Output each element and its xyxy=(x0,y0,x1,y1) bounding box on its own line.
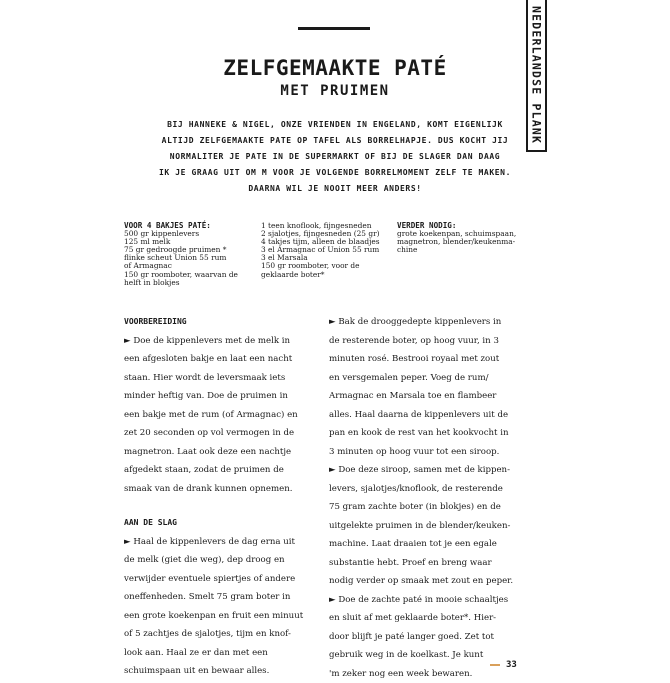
method-line: verwijder eventuele spiertjes of andere xyxy=(124,570,319,589)
ingredient-line: helft in blokjes xyxy=(124,279,238,287)
method-line: gebruik weg in de koelkast. Je kunt xyxy=(329,646,524,665)
method-line: alles. Haal daarna de kippenlevers uit de xyxy=(329,406,524,425)
method-line: staan. Hier wordt de leversmaak iets xyxy=(124,369,319,388)
method-line: ► Doe de zachte paté in mooie schaaltjes xyxy=(329,591,524,610)
page-mark xyxy=(490,664,500,666)
ingredient-line: 150 gr roomboter, waarvan de xyxy=(124,271,238,279)
method-line: schuimspaan uit en bewaar alles. xyxy=(124,662,319,681)
ingredient-line: geklaarde boter* xyxy=(261,271,380,279)
method-line: ► Bak de drooggedepte kippenlevers in xyxy=(329,313,524,332)
method-line: levers, sjalotjes/knoflook, de resterende xyxy=(329,480,524,499)
top-rule xyxy=(298,27,370,30)
section-tab-label: NEDERLANDSE PLANK xyxy=(530,6,544,144)
ingredient-line: of Armagnac xyxy=(124,262,238,270)
method-line: afgedekt staan, zodat de pruimen de xyxy=(124,461,319,480)
method-line: een afgesloten bakje en laat een nacht xyxy=(124,350,319,369)
method-line: Armagnac en Marsala toe en flambeer xyxy=(329,387,524,406)
method-line: 3 minuten op hoog vuur tot een siroop. xyxy=(329,443,524,462)
method-line: pan en kook de rest van het kookvocht in xyxy=(329,424,524,443)
ingredient-line: flinke scheut Union 55 rum xyxy=(124,254,238,262)
equipment-column xyxy=(397,222,516,254)
intro-line: NORMALITER JE PATE IN DE SUPERMARKT OF BIJ DE SLAGER DAN DAAG xyxy=(125,149,545,165)
ingredients-heading: VOOR 4 BAKJES PATÉ: xyxy=(124,222,238,230)
method-line: look aan. Haal ze er dan met een xyxy=(124,644,319,663)
ingredient-line: 75 gr gedroogde pruimen * xyxy=(124,246,238,254)
ingredient-line: 3 el Marsala xyxy=(261,254,380,262)
method-line: door blijft je paté langer goed. Zet tot xyxy=(329,628,524,647)
method-line: ► Doe de kippenlevers met de melk in xyxy=(124,332,319,351)
method-line: uitgelekte pruimen in de blender/keuken- xyxy=(329,517,524,536)
ingredient-line: 1 teen knoflook, fijngesneden xyxy=(261,222,380,230)
method-line: 'm zeker nog een week bewaren. xyxy=(329,665,524,683)
method-line: zet 20 seconden op vol vermogen in de xyxy=(124,424,319,443)
recipe-title: ZELFGEMAAKTE PATÉ xyxy=(150,56,520,80)
page-number: 33 xyxy=(506,660,517,670)
method-line: substantie hebt. Proef en breng waar xyxy=(329,554,524,573)
ingredients-column-1 xyxy=(124,222,238,287)
intro-text xyxy=(125,117,545,197)
equipment-line: magnetron, blender/keukenma- xyxy=(397,238,516,246)
method-line: smaak van de drank kunnen opnemen. xyxy=(124,480,319,499)
method-line: een bakje met de rum (of Armagnac) en xyxy=(124,406,319,425)
intro-line: ALTIJD ZELFGEMAAKTE PATE OP TAFEL ALS BORRELHAPJE. DUS KOCHT JIJ xyxy=(125,133,545,149)
ingredients-column-2 xyxy=(261,222,380,279)
method-line: en sluit af met geklaarde boter*. Hier- xyxy=(329,609,524,628)
method-line: een grote koekenpan en fruit een minuut xyxy=(124,607,319,626)
method-line: 75 gram zachte boter (in blokjes) en de xyxy=(329,498,524,517)
equipment-line: chine xyxy=(397,246,516,254)
ingredient-line: 2 sjalotjes, fijngesneden (25 gr) xyxy=(261,230,380,238)
recipe-subtitle: MET PRUIMEN xyxy=(150,83,520,99)
method-line: magnetron. Laat ook deze een nachtje xyxy=(124,443,319,462)
equipment-heading: VERDER NODIG: xyxy=(397,222,516,230)
equipment-line: grote koekenpan, schuimspaan, xyxy=(397,230,516,238)
method-line: de melk (giet die weg), dep droog en xyxy=(124,551,319,570)
cooking-heading: AAN DE SLAG xyxy=(124,514,319,533)
intro-line: BIJ HANNEKE & NIGEL, ONZE VRIENDEN IN ENGELAND, KOMT EIGENLIJK xyxy=(125,117,545,133)
method-line: nodig verder op smaak met zout en peper. xyxy=(329,572,524,591)
ingredient-line: 500 gr kippenlevers xyxy=(124,230,238,238)
intro-line: IK JE GRAAG UIT OM M VOOR JE VOLGENDE BORRELMOMENT ZELF TE MAKEN. xyxy=(125,165,545,181)
method-line: machine. Laat draaien tot je een egale xyxy=(329,535,524,554)
method-line: of 5 zachtjes de sjalotjes, tijm en knof- xyxy=(124,625,319,644)
ingredient-line: 3 el Armagnac of Union 55 rum xyxy=(261,246,380,254)
method-column-left xyxy=(124,313,319,681)
intro-line: DAARNA WIL JE NOOIT MEER ANDERS! xyxy=(125,181,545,197)
method-line: minder heftig van. Doe de pruimen in xyxy=(124,387,319,406)
ingredient-line: 150 gr roomboter, voor de xyxy=(261,262,380,270)
method-line: minuten rosé. Bestrooi royaal met zout xyxy=(329,350,524,369)
method-column-right xyxy=(329,313,524,683)
ingredient-line: 4 takjes tijm, alleen de blaadjes xyxy=(261,238,380,246)
method-line: de resterende boter, op hoog vuur, in 3 xyxy=(329,332,524,351)
method-line: en versgemalen peper. Voeg de rum/ xyxy=(329,369,524,388)
preparation-heading: VOORBEREIDING xyxy=(124,313,319,332)
method-line: oneffenheden. Smelt 75 gram boter in xyxy=(124,588,319,607)
method-line: ► Haal de kippenlevers de dag erna uit xyxy=(124,533,319,552)
method-line: ► Doe deze siroop, samen met de kippen- xyxy=(329,461,524,480)
paragraph-gap xyxy=(124,498,319,514)
ingredient-line: 125 ml melk xyxy=(124,238,238,246)
